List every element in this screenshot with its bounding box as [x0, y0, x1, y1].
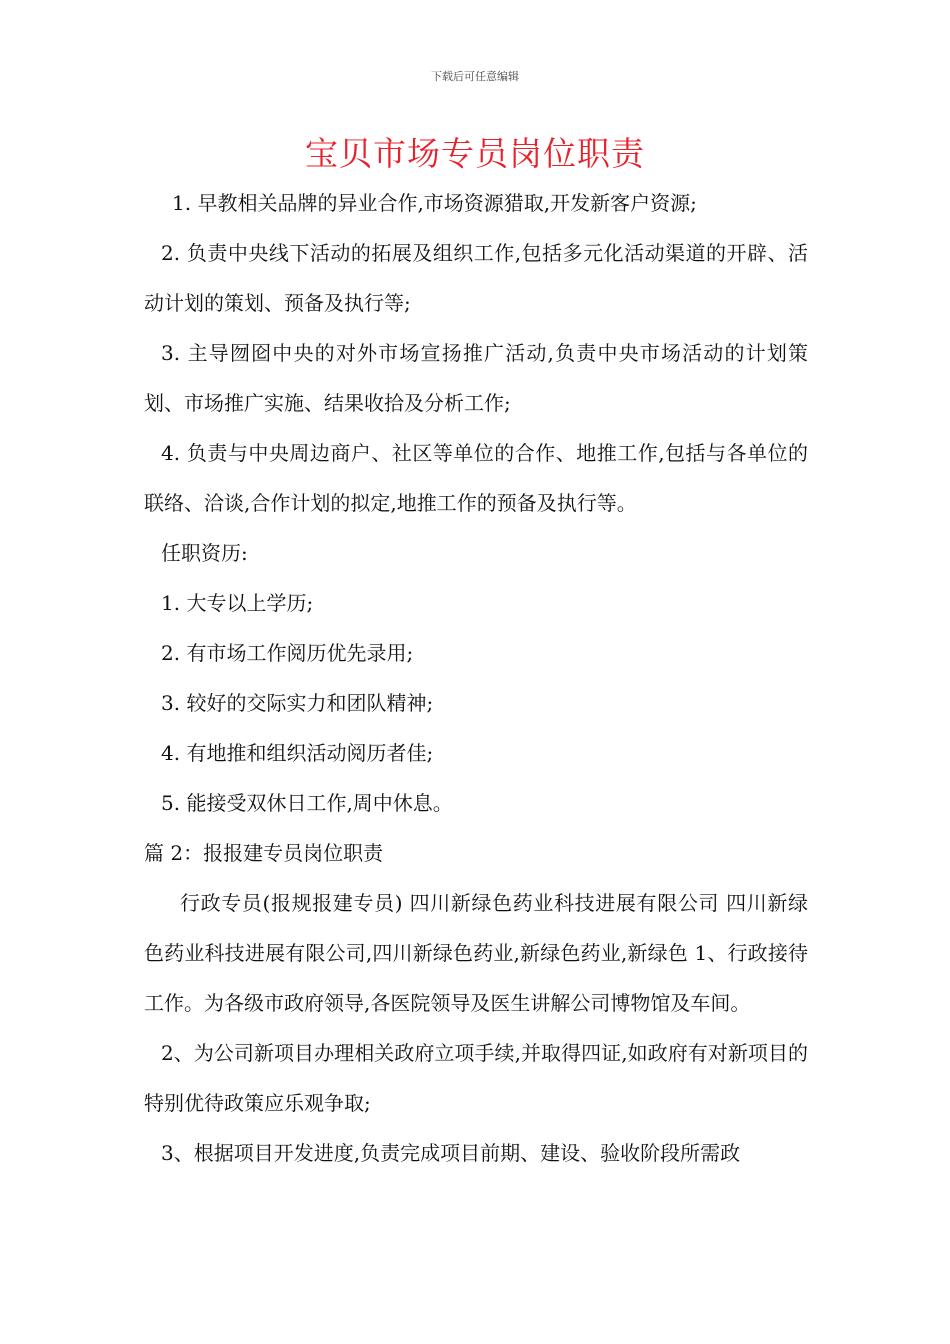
paragraph-qualification-1: 1. 大专以上学历;	[161, 591, 314, 615]
paragraph-qualification-2: 2. 有市场工作阅历优先录用;	[161, 641, 414, 665]
header-note: 下载后可任意编辑	[431, 70, 519, 83]
paragraph-qualification-5: 5. 能接受双休日工作,周中休息。	[161, 791, 453, 815]
paragraph-qualification-4: 4. 有地推和组织活动阅历者佳;	[161, 741, 434, 765]
document-body	[144, 178, 808, 1178]
paragraph-duty-4: 4. 负责与中央周边商户、社区等单位的合作、地推工作,包括与各单位的联络、洽谈,合作计划的拟定,地推工作的预备及执行等。	[144, 441, 808, 515]
paragraph-duty-3: 3. 主导囫囵中央的对外市场宣扬推广活动,负责中央市场活动的计划策划、市场推广实施、结果收拾及分析工作;	[144, 341, 808, 415]
paragraph-duty-2: 2. 负责中央线下活动的拓展及组织工作,包括多元化活动渠道的开辟、活动计划的策划、预备及执行等;	[144, 241, 808, 315]
paragraph-section2-duty-3: 3、根据项目开发进度,负责完成项目前期、建设、验收阶段所需政	[161, 1141, 741, 1165]
paragraph-duty-1: 1. 早教相关品牌的异业合作,市场资源猎取,开发新客户资源;	[172, 191, 697, 215]
paragraph-qualification-3: 3. 较好的交际实力和团队精神;	[161, 691, 434, 715]
paragraph-section2-intro: 行政专员(报规报建专员) 四川新绿色药业科技进展有限公司 四川新绿色药业科技进展有限公司,四川新绿色药业,新绿色药业,新绿色 1、行政接待工作。为各级市政府领导,各医院领导及医生讲解公司博物馆及车间。	[144, 891, 808, 1015]
section-heading-2: 篇 2：报报建专员岗位职责	[144, 841, 384, 865]
paragraph-section2-duty-2: 2、为公司新项目办理相关政府立项手续,并取得四证,如政府有对新项目的特别优待政策应乐观争取;	[144, 1041, 808, 1115]
paragraph-qualification-heading: 任职资历:	[161, 541, 248, 565]
document-title: 宝贝市场专员岗位职责	[305, 134, 645, 173]
